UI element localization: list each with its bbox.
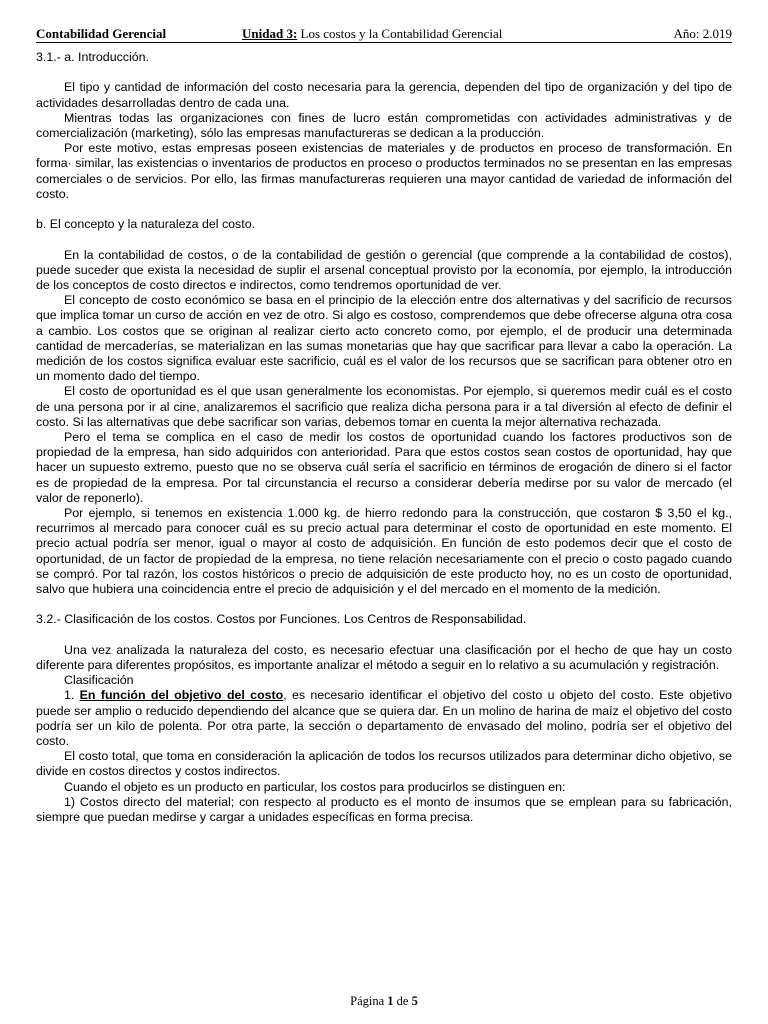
total-pages-number: 5 <box>411 994 418 1008</box>
paragraph: Por ejemplo, si tenemos en existencia 1.000 kg. de hierro redondo para la construcción, que costaron $ 3,50 el kg., recurrimos al mercado para conocer cuál es su precio actual para determinar el costo de oportunidad en este momento. El precio actual podría ser menor, igual o mayor al costo de adquisición. En función de esto podemos decir que el costo de oportunidad, de un factor de propiedad de la empresa, no tiene relación necesariamente con el precio o costo pagado cuando se compró. Por tal razón, los costos históricos o precio de adquisición de este producto hoy, no es un costo de oportunidad, salvo que hubiera una coincidencia entre el precio de adquisición y el del mercado en el momento de la medición. <box>36 506 732 597</box>
course-title: Contabilidad Gerencial <box>36 26 167 41</box>
paragraph: El tipo y cantidad de información del costo necesaria para la gerencia, dependen del tipo de organización y del tipo de actividades desarrolladas dentro de cada una. <box>36 80 732 110</box>
page-header <box>36 26 732 43</box>
unit-title <box>242 26 502 42</box>
paragraph: El costo de oportunidad es el que usan generalmente los economistas. Por ejemplo, si queremos medir cuál es el costo de una persona por ir al cine, analizaremos el sacrificio que realiza dicha persona para ir a tal diversión al efecto de definir el costo. Si las alternativas que debe sacrificar son varias, debemos tomar en cuenta la mejor alternativa rechazada. <box>36 384 732 429</box>
year-label: Año: 2.019 <box>673 26 732 41</box>
clasificacion-label: Clasificación <box>64 673 134 688</box>
unit-name: Los costos y la Contabilidad Gerencial <box>297 26 503 41</box>
item-title: En función del objetivo del costo <box>79 688 284 703</box>
paragraph: Pero el tema se complica en el caso de medir los costos de oportunidad cuando los factores productivos son de propiedad de la empresa, han sido adquiridos con anterioridad. Para que estos costos sean costos de oportunidad, hay que hacer un supuesto extremo, puesto que no se observa cuál sería el sacrificio en términos de erogación de dinero si el factor es de propiedad de la empresa. Por tal circunstancia el recurso a considerar debería medirse por su valor de mercado (el valor de reponerlo). <box>36 430 732 505</box>
paragraph: El concepto de costo económico se basa en el principio de la elección entre dos alternativas y del sacrificio de recursos que implica tomar un curso de acción en vez de otro. Si algo es costoso, comprendemos que debe ofrecerse alguna otra cosa a cambio. Los costos que se originan al realizar cierto acto concreto como, por ejemplo, el de producir una determinada cantidad de mercaderías, se materializan en las sumas monetarias que hay que sacrificar para llevar a cabo la operación. La medición de los costos significa evaluar este sacrificio, cuál es el valor de los recursos que se sacrifican para obtener otro en un momento dado del tiempo. <box>36 293 732 384</box>
current-page-number: 1 <box>387 994 394 1008</box>
paragraph: El costo total, que toma en consideración la aplicación de todos los recursos utilizados para determinar dicho objetivo, se divide en costos directos y costos indirectos. <box>36 749 732 779</box>
paragraph: Una vez analizada la naturaleza del costo, es necesario efectuar una clasificación por el hecho de que hay un costo diferente para diferentes propósitos, es importante analizar el método a seguir en lo relativo a su acumulación y registración. <box>36 642 732 673</box>
classification-item-1 <box>36 688 732 749</box>
paragraph: Por este motivo, estas empresas poseen existencias de materiales y de productos en proceso de transformación. En forma· similar, las existencias o inventarios de productos en proceso o productos terminados no se presentan en las empresas comerciales o de servicios. Por ello, las firmas manufactureras requieren una mayor cantidad de variedad de información del costo. <box>36 141 732 201</box>
section-heading-3-2: 3.2.- Clasificación de los costos. Costos por Funciones. Los Centros de Responsabilidad. <box>36 612 527 627</box>
item-number: 1. <box>64 688 80 703</box>
paragraph: 1) Costos directo del material; con respecto al producto es el monto de insumos que se emplean para su fabricación, siempre que puedan medirse y cargar a unidades específicas en forma precisa. <box>36 794 732 825</box>
section-heading-3-1: 3.1.- a. Introducción. <box>36 50 149 64</box>
paragraph: Mientras todas las organizaciones con fines de lucro están comprometidas con actividades administrativas y de comercialización (marketing), sólo las empresas manufactureras se dedican a la producción. <box>36 110 732 140</box>
document-body <box>36 50 732 825</box>
page-word: Página <box>350 994 385 1008</box>
unit-label: Unidad 3: <box>242 26 298 41</box>
item-text: , es necesario identificar el objetivo del costo u objeto del costo. Este objetivo puede ser amplio o reducido dependiendo del alcance que se quiera dar. En un molino de harina de maíz el objetivo del costo podría ser un kilo de polenta. Por otra parte, la sección o departamento de envasado del molino, podría ser el objetivo del costo. <box>36 688 732 749</box>
of-word: de <box>396 994 409 1008</box>
paragraph: Cuando el objeto es un producto en particular, los costos para producirlos se distinguen en: <box>64 779 566 794</box>
page-footer <box>0 994 768 1009</box>
section-heading-b: b. El concepto y la naturaleza del costo. <box>36 217 256 232</box>
paragraph: En la contabilidad de costos, o de la contabilidad de gestión o gerencial (que comprende a la contabilidad de costos), puede suceder que exista la necesidad de suplir el arsenal conceptual provisto por la economía, por ejemplo, la introducción de los conceptos de costo directos e indirectos, como tendremos oportunidad de ver. <box>36 247 732 292</box>
